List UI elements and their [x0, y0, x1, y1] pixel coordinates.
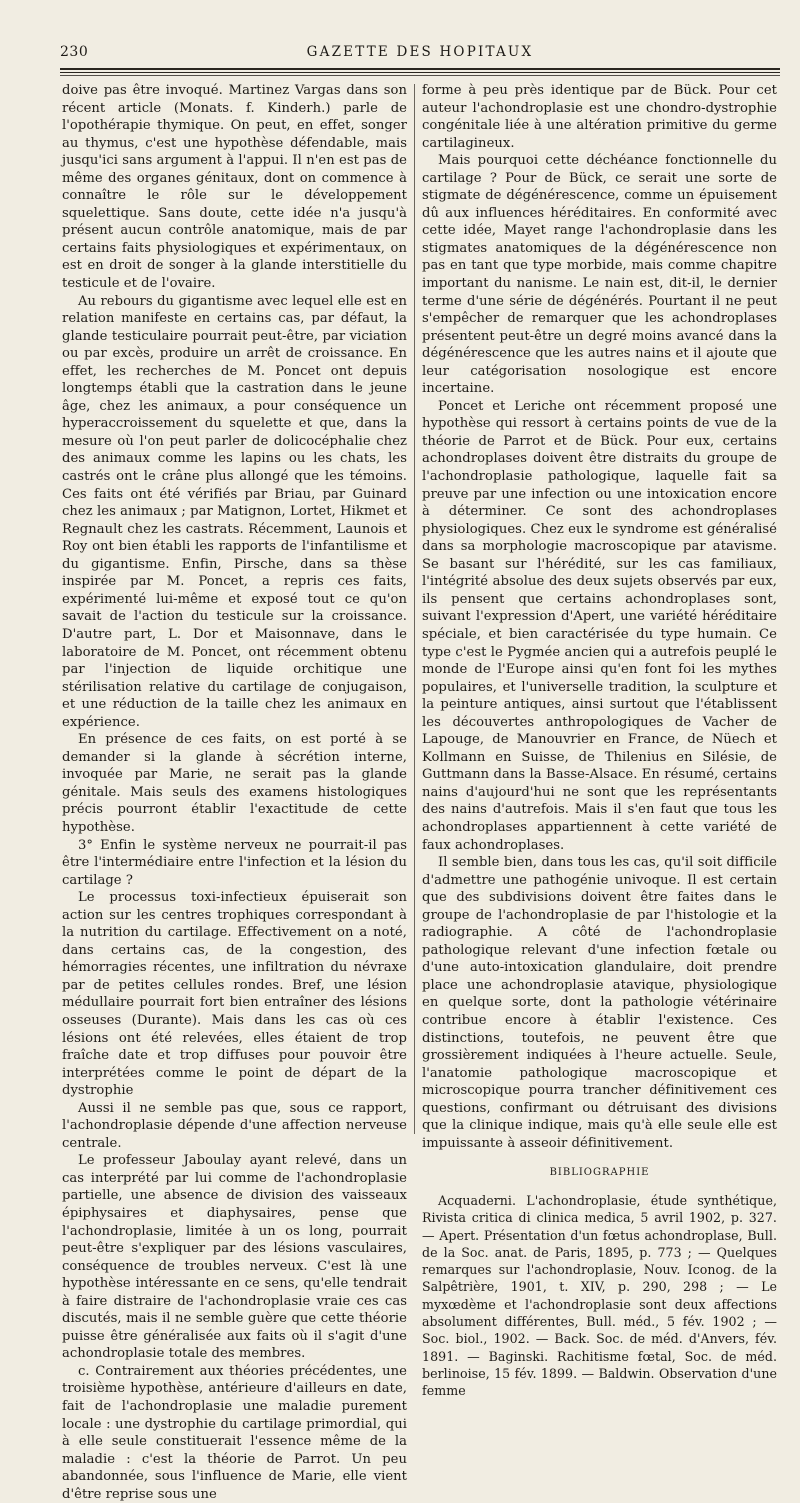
bibliography-entries: Acquaderni. L'achondroplasie, étude synthétique, Rivista critica di clinica medica, 5 avril 1902, p. 327. — Apert. Présentation d'un fœtus achondroplase, Bull. de la Soc. anat. de Paris, 1895, p. 773 ; — Quelques remarques sur l'achondroplasie, Nouv. Iconog. de la Salpêtrière, 1901, t. XIV, p. 290, 298 ; — Le myxœdème et l'achondroplasie sont deux affections absolument différentes, Bull. méd., 5 fév. 1902 ; — Soc. biol., 1902. — Back. Soc. de méd. d'Anvers, fév. 1891. — Baginski. Rachitisme fœtal, Soc. de méd. berlinoise, 15 fév. 1899. — Baldwin. Observation d'une femme	[422, 1192, 777, 1399]
page-header	[60, 40, 780, 62]
paragraph: Le processus toxi-infectieux épuiserait son action sur les centres trophiques correspondant à la nutrition du cartilage. Effectivement on a noté, dans certains cas, de la congestion, des hémorragies récentes, une infiltration du névraxe par de petites cellules rondes. Bref, une lésion médullaire pourrait fort bien entraîner des lésions osseuses (Durante). Mais dans les cas où ces lésions ont été relevées, elles étaient de trop fraîche date et trop diffuses pour pouvoir être interprétées comme le point de départ de la dystrophie	[62, 890, 407, 1099]
paragraph: Mais pourquoi cette déchéance fonctionnelle du cartilage ? Pour de Bück, ce serait une sorte de stigmate de dégénérescence, comme un épuisement dû aux influences héréditaires. En conformité avec cette idée, Mayet range l'achondroplasie dans les stigmates anatomiques de la dégénérescence non pas en tant que type morbide, mais comme chapitre important du nanisme. Le nain est, dit-il, le dernier terme d'une série de dégénérés. Pourtant il ne peut s'empêcher de remarquer que les achondroplases présentent peut-être un degré moins avancé dans la dégénérescence que les autres nains et il ajoute que leur catégorisation nosologique est encore incertaine.	[422, 153, 777, 397]
header-rule-thin-lower	[60, 75, 780, 76]
paragraph: Il semble bien, dans tous les cas, qu'il soit difficile d'admettre une pathogénie univoque. Il est certain que des subdivisions doivent être faites dans le groupe de l'achondroplasie de par l'histologie et la radiographie. A côté de l'achondroplasie pathologique relevant d'une infection fœtale ou d'une auto-intoxication glandulaire, doit prendre place une achondroplasie atavique, physiologique en quelque sorte, dont la pathologie vétérinaire contribue encore à établir l'existence. Ces distinctions, toutefois, ne peuvent être que grossièrement indiquées à l'heure actuelle. Seule, l'anatomie pathologique macroscopique et microscopique pourra trancher définitivement ces questions, confirmant ou détruisant des divisions que la clinique indique, mais qu'à elle seule elle est impuissante à asseoir définitivement.	[422, 855, 777, 1151]
paragraph: 3° Enfin le système nerveux ne pourrait-il pas être l'intermédiaire entre l'infection et la lésion du cartilage ?	[62, 837, 407, 888]
paragraph: doive pas être invoqué. Martinez Vargas dans son récent article (Monats. f. Kinderh.) parle de l'opothérapie thymique. On peut, en effet, songer au thymus, c'est une hypothèse défendable, mais jusqu'ici sans argument à l'appui. Il n'en est pas de même des organes génitaux, dont on commence à connaître le rôle sur le développement squelettique. Sans doute, cette idée n'a jusqu'à présent aucun contrôle anatomique, mais de par certains faits physiologiques et expérimentaux, on est en droit de songer à la glande interstitielle du testicule et de l'ovaire.	[62, 83, 407, 292]
page-number: 230	[60, 44, 89, 60]
paragraph: Poncet et Leriche ont récemment proposé une hypothèse qui ressort à certains points de vue de la théorie de Parrot et de Bück. Pour eux, certains achondroplases doivent être distraits du groupe de l'achondroplasie pathologique, laquelle fait sa preuve par une infection ou une intoxication encore à déterminer. Ce sont des achondroplases physiologiques. Chez eux le syndrome est généralisé dans sa morphologie macroscopique par atavisme. Se basant sur l'hérédité, sur les cas familiaux, l'intégrité absolue des deux sujets observés par eux, ils pensent que certains achondroplases sont, suivant l'expression d'Apert, une variété héréditaire spéciale, et bien caractérisée du type humain. Ce type c'est le Pygmée ancien qui a autrefois peuplé le monde de l'Europe ainsi qu'en font foi les mythes populaires, et l'universelle tradition, la sculpture et la peinture antiques, ainsi surtout que l'établissent les découvertes anthropologiques de Vacher de Lapouge, de Manouvrier en France, de Nüech et Kollmann en Suisse, de Thilenius en Silésie, de Guttmann dans la Basse-Alsace. En résumé, certains nains d'aujourd'hui ne sont que les représentants des nains d'autrefois. Mais il s'en faut que tous les achondroplases appartiennent à cette variété de faux achondroplases.	[422, 398, 777, 853]
bibliography-heading: BIBLIOGRAPHIE	[549, 1167, 650, 1179]
journal-title: GAZETTE DES HOPITAUX	[306, 44, 534, 60]
column-divider	[414, 84, 415, 1134]
header-rule-thin	[60, 72, 780, 73]
header-rule	[60, 68, 780, 70]
paragraph: c. Contrairement aux théories précédentes, une troisième hypothèse, antérieure d'ailleurs en date, fait de l'achondroplasie une maladie purement locale : une dystrophie du cartilage primordial, qui à elle seule constituerait l'essence même de la maladie : c'est la théorie de Parrot. Un peu abandonnée, sous l'influence de Marie, elle vient d'être reprise sous une	[62, 1363, 407, 1502]
paragraph: Aussi il ne semble pas que, sous ce rapport, l'achondroplasie dépende d'une affection nerveuse centrale.	[62, 1100, 407, 1151]
left-column	[62, 82, 407, 1502]
paragraph: Au rebours du gigantisme avec lequel elle est en relation manifeste en certains cas, par défaut, la glande testiculaire pourrait peut-être, par viciation ou par excès, produire un arrêt de croissance. En effet, les recherches de M. Poncet ont depuis longtemps établi que la castration dans le jeune âge, chez les animaux, a pour conséquence un hyperaccroissement du squelette et que, dans la mesure où l'on peut parler de dolicocéphalie chez des animaux comme les lapins ou les chats, les castrés ont le crâne plus allongé que les témoins. Ces faits ont été vérifiés par Briau, par Guinard chez les animaux ; par Matignon, Lortet, Hikmet et Regnault chez les castrats. Récemment, Launois et Roy ont bien établi les rapports de l'infantilisme et du gigantisme. Enfin, Pirsche, dans sa thèse inspirée par M. Poncet, a repris ces faits, expérimenté lui-même et exposé tout ce qu'on savait de l'action du testicule sur la croissance. D'autre part, L. Dor et Maisonnave, dans le laboratoire de M. Poncet, ont récemment obtenu par l'injection de liquide orchitique une stérilisation relative du cartilage de conjugaison, et une réduction de la taille chez les animaux en expérience.	[62, 293, 407, 730]
paragraph: En présence de ces faits, on est porté à se demander si la glande à sécrétion interne, invoquée par Marie, ne serait pas la glande génitale. Mais seuls des examens histologiques précis pourront établir l'exactitude de cette hypothèse.	[62, 732, 407, 835]
paragraph: forme à peu près identique par de Bück. Pour cet auteur l'achondroplasie est une chondro-dystrophie congénitale liée à une altération primitive du germe cartilagineux.	[422, 83, 777, 151]
paragraph: Le professeur Jaboulay ayant relevé, dans un cas interprété par lui comme de l'achondroplasie partielle, une absence de division des vaisseaux épiphysaires et diaphysaires, pense que l'achondroplasie, limitée à un os long, pourrait peut-être s'expliquer par des lésions vasculaires, conséquence de troubles nerveux. C'est là une hypothèse intéressante en ce sens, qu'elle tendrait à faire distraire de l'achondroplasie vraie ces cas discutés, mais il ne semble guère que cette théorie puisse être généralisée aux faits où il s'agit d'une achondroplasie totale des membres.	[62, 1153, 407, 1362]
right-column	[422, 82, 777, 1399]
